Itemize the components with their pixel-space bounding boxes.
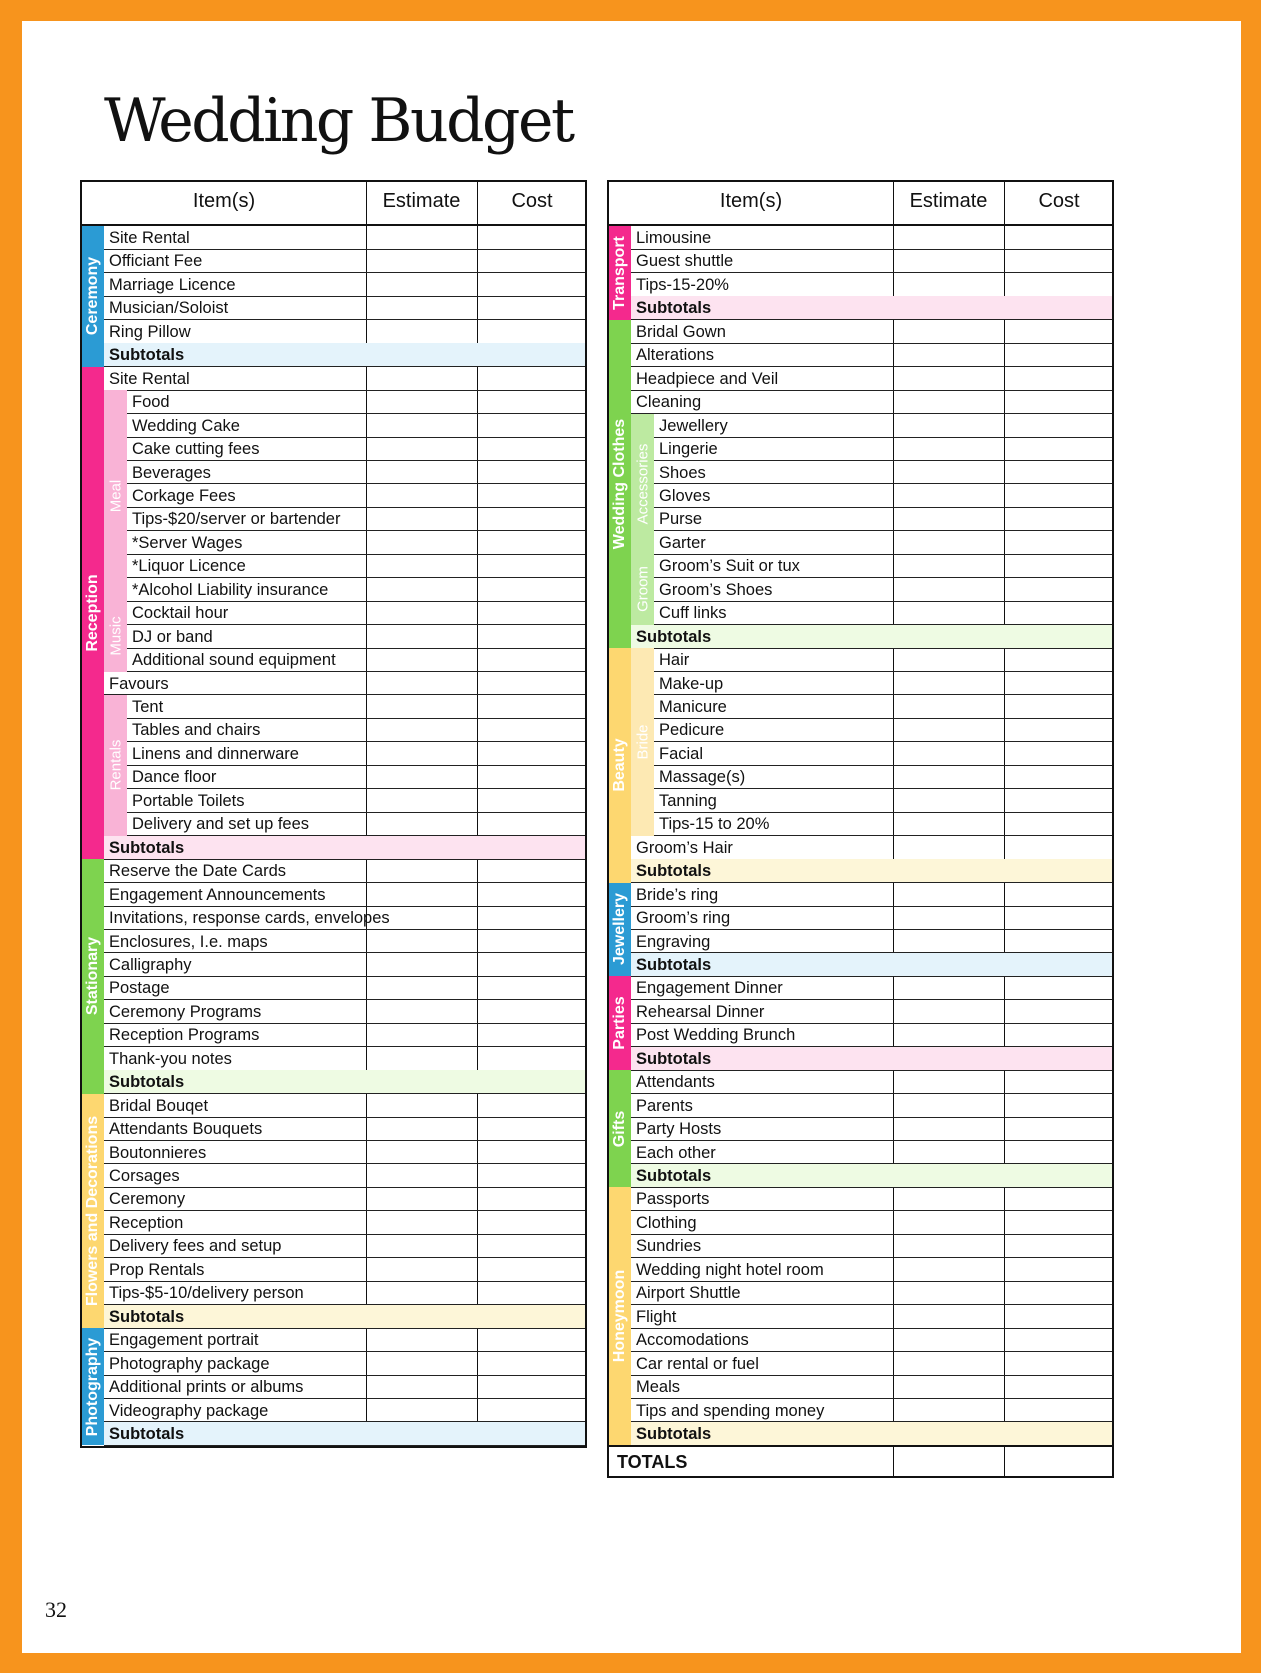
item-label: Car rental or fuel [636, 1354, 759, 1373]
table-row [104, 249, 585, 273]
table-header [609, 182, 1112, 226]
item-label: Hair [659, 651, 690, 670]
section-band-parties [609, 976, 631, 1070]
page-title: Wedding Budget [104, 86, 573, 156]
subgroup-band-rentals [104, 695, 127, 836]
table-row [104, 367, 585, 391]
item-label: Favours [109, 674, 169, 693]
page-number: 32 [45, 1597, 67, 1622]
table-row [104, 672, 585, 696]
table-row [104, 930, 585, 954]
subgroup-label: Groom [634, 566, 651, 613]
item-label: Meals [636, 1378, 681, 1397]
item-label: Ceremony Programs [109, 1002, 262, 1021]
item-label: Wedding night hotel room [636, 1260, 824, 1279]
subtotal-label: Subtotals [636, 299, 712, 318]
table-row [631, 1281, 1112, 1305]
section-band-honeymoon [609, 1187, 631, 1445]
totals-row [609, 1445, 1112, 1477]
table-row [631, 695, 1112, 719]
item-label: Party Hosts [636, 1120, 722, 1139]
table-row [104, 953, 585, 977]
item-label: Bridal Gown [636, 322, 726, 341]
table-row [631, 836, 1112, 860]
item-label: Reception Programs [109, 1026, 260, 1045]
table-row [631, 484, 1112, 508]
table-row [631, 976, 1112, 1000]
subgroup-band-bride [631, 648, 654, 836]
subgroup-band-music [104, 601, 127, 671]
item-label: Parents [636, 1096, 693, 1115]
item-label: Accomodations [636, 1331, 749, 1350]
item-label: Guest shuttle [636, 252, 734, 271]
table-row [631, 1141, 1112, 1165]
item-label: Limousine [636, 229, 712, 247]
section-label: Wedding Clothes [611, 418, 628, 550]
section-label: Transport [611, 235, 628, 310]
section-label: Stationary [84, 937, 101, 1016]
subtotal-row [631, 1422, 1112, 1446]
item-label: Linens and dinnerware [132, 744, 299, 763]
subtotal-row [104, 1070, 585, 1094]
page [22, 21, 1241, 1653]
table-row [631, 531, 1112, 555]
table-row [631, 1328, 1112, 1352]
table-row [104, 625, 585, 649]
table-row [104, 296, 585, 320]
section-band-ceremony [82, 226, 104, 367]
item-label: Site Rental [109, 369, 190, 388]
table-row [104, 906, 585, 930]
section-label: Honeymoon [611, 1270, 628, 1363]
table-row [104, 1234, 585, 1258]
item-label: Reception [109, 1213, 184, 1232]
table-row [104, 578, 585, 602]
subgroup-label: Rentals [107, 739, 124, 791]
item-label: *Alcohol Liability insurance [132, 580, 329, 599]
section-label: Gifts [611, 1110, 628, 1148]
table-row [631, 1352, 1112, 1376]
subgroup-band-meal [104, 390, 127, 601]
header-cost: Cost [511, 190, 553, 212]
item-label: Attendants Bouquets [109, 1120, 263, 1139]
item-label: Delivery and set up fees [132, 815, 310, 834]
item-label: Cake cutting fees [132, 440, 260, 459]
table-row [104, 507, 585, 531]
table-row [631, 461, 1112, 485]
table-row [631, 320, 1112, 344]
subtotal-label: Subtotals [109, 346, 185, 365]
header-estimate: Estimate [909, 190, 988, 212]
table-row [631, 648, 1112, 672]
item-label: Musician/Soloist [109, 299, 229, 318]
item-label: Rehearsal Dinner [636, 1002, 765, 1021]
item-label: DJ or band [132, 627, 213, 646]
item-label: Attendants [636, 1073, 715, 1092]
table-row [104, 718, 585, 742]
subtotal-row [631, 296, 1112, 320]
item-label: Engagement portrait [109, 1331, 259, 1350]
item-label: *Liquor Licence [132, 557, 246, 576]
section-label: Flowers and Decorations [84, 1115, 101, 1307]
item-label: Boutonnieres [109, 1143, 207, 1162]
item-label: Wedding Cake [132, 416, 240, 435]
item-label: *Server Wages [132, 533, 243, 552]
subtotal-label: Subtotals [109, 1307, 185, 1326]
table-row [104, 1399, 585, 1423]
header-cost: Cost [1038, 190, 1080, 212]
table-row [104, 531, 585, 555]
table-row [104, 1352, 585, 1376]
item-label: Invitations, response cards, envelopes [109, 909, 390, 928]
table-row [631, 367, 1112, 391]
subgroup-band-groom [631, 554, 654, 624]
subtotal-label: Subtotals [636, 627, 712, 646]
subgroup-label: Bride [634, 724, 651, 760]
item-label: Garter [659, 533, 706, 552]
item-label: Tips-$20/server or bartender [132, 510, 341, 529]
item-label: Engagement Announcements [109, 885, 326, 904]
section-band-wedding-clothes [609, 320, 631, 648]
item-label: Bride’s ring [636, 885, 719, 904]
subtotal-row [631, 625, 1112, 649]
item-label: Corsages [109, 1167, 180, 1185]
table-row [104, 1000, 585, 1024]
table-row [631, 906, 1112, 930]
table-row [631, 273, 1112, 297]
subtotal-label: Subtotals [109, 1424, 185, 1443]
table-row [631, 1234, 1112, 1258]
table-row [104, 1141, 585, 1165]
section-band-flowers-and-decorations [82, 1094, 104, 1329]
item-label: Shoes [659, 463, 706, 482]
item-label: Tanning [659, 791, 717, 810]
header-items: Item(s) [719, 190, 783, 212]
subtotal-row [104, 1422, 585, 1446]
item-label: Tips-$5-10/delivery person [109, 1284, 304, 1303]
item-label: Bridal Bouqet [109, 1096, 209, 1115]
subtotal-label: Subtotals [636, 955, 712, 974]
table-row [631, 1305, 1112, 1329]
item-label: Jewellery [659, 416, 728, 435]
item-label: Purse [659, 510, 703, 529]
item-label: Post Wedding Brunch [636, 1026, 796, 1045]
section-band-jewellery [609, 883, 631, 977]
table-row [104, 695, 585, 719]
table-row [631, 249, 1112, 273]
item-label: Massage(s) [659, 768, 746, 787]
item-label: Engagement Dinner [636, 979, 783, 998]
table-row [104, 1375, 585, 1399]
table-row [631, 390, 1112, 414]
subgroup-band-accessories [631, 414, 654, 555]
table-row [631, 930, 1112, 954]
item-label: Site Rental [109, 229, 190, 247]
table-row [104, 1328, 585, 1352]
table-row [104, 1187, 585, 1211]
table-row [631, 672, 1112, 696]
item-label: Groom’s Shoes [659, 580, 773, 599]
totals-label: TOTALS [617, 1452, 688, 1473]
table-row [631, 742, 1112, 766]
section-label: Jewellery [611, 893, 628, 966]
budget-table-left [80, 180, 587, 1448]
section-band-reception [82, 367, 104, 859]
item-label: Corkage Fees [132, 486, 236, 505]
subtotal-row [631, 1047, 1112, 1071]
table-row [104, 648, 585, 672]
item-label: Postage [109, 979, 170, 998]
item-label: Engraving [636, 932, 711, 951]
subtotal-row [104, 1305, 585, 1329]
table-row [104, 390, 585, 414]
section-band-photography [82, 1328, 104, 1445]
item-label: Thank-you notes [109, 1049, 232, 1068]
item-label: Cleaning [636, 393, 702, 412]
item-label: Reserve the Date Cards [109, 862, 286, 881]
table-row [104, 1117, 585, 1141]
subtotal-row [631, 953, 1112, 977]
subtotal-label: Subtotals [636, 1167, 712, 1185]
table-row [631, 578, 1112, 602]
item-label: Additional sound equipment [132, 651, 336, 670]
item-label: Marriage Licence [109, 275, 236, 294]
item-label: Cuff links [659, 604, 727, 623]
section-band-stationary [82, 859, 104, 1094]
table-row [631, 1399, 1112, 1423]
subgroup-label: Meal [107, 479, 124, 512]
table-row [631, 883, 1112, 907]
table-row [631, 718, 1112, 742]
table-row [104, 859, 585, 883]
item-label: Videography package [109, 1401, 269, 1420]
table-row [104, 1211, 585, 1235]
subtotal-row [631, 859, 1112, 883]
table-row [104, 601, 585, 625]
table-row [104, 976, 585, 1000]
table-row [104, 461, 585, 485]
subgroup-label: Music [107, 616, 124, 656]
table-row [631, 507, 1112, 531]
subgroup-label: Accessories [634, 443, 651, 525]
table-row [104, 1023, 585, 1047]
item-label: Tent [132, 698, 164, 716]
item-label: Groom’s Suit or tux [659, 557, 800, 576]
table-header [82, 182, 585, 226]
table-row [631, 554, 1112, 578]
item-label: Portable Toilets [132, 791, 245, 810]
section-label: Ceremony [84, 257, 101, 336]
table-row [631, 789, 1112, 813]
item-label: Tables and chairs [132, 721, 261, 740]
item-label: Pedicure [659, 721, 725, 740]
item-label: Tips-15 to 20% [659, 815, 770, 834]
table-row [104, 484, 585, 508]
table-row [631, 226, 1112, 250]
item-label: Tips and spending money [636, 1401, 825, 1420]
item-label: Headpiece and Veil [636, 369, 779, 388]
item-label: Passports [636, 1190, 710, 1209]
table-row [104, 1258, 585, 1282]
item-label: Ring Pillow [109, 322, 191, 341]
table-row [104, 1094, 585, 1118]
section-band-beauty [609, 648, 631, 883]
item-label: Lingerie [659, 440, 718, 459]
table-row [631, 414, 1112, 438]
subtotal-row [104, 836, 585, 860]
table-row [631, 601, 1112, 625]
table-row [631, 343, 1112, 367]
header-items: Item(s) [192, 190, 256, 212]
item-label: Flight [636, 1307, 677, 1326]
item-label: Additional prints or albums [109, 1378, 304, 1397]
item-label: Sundries [636, 1237, 702, 1256]
item-label: Food [132, 393, 170, 412]
item-label: Each other [636, 1143, 716, 1162]
table-row [104, 765, 585, 789]
table-row [104, 226, 585, 250]
table-row [104, 554, 585, 578]
table-row [631, 1070, 1112, 1094]
item-label: Manicure [659, 698, 727, 716]
item-label: Make-up [659, 674, 724, 693]
table-row [104, 320, 585, 344]
subtotal-row [104, 343, 585, 367]
table-row [631, 437, 1112, 461]
item-label: Enclosures, I.e. maps [109, 932, 268, 951]
budget-table-right [607, 180, 1114, 1478]
table-row [104, 1047, 585, 1071]
subtotal-row [631, 1164, 1112, 1188]
table-row [104, 789, 585, 813]
table-row [104, 414, 585, 438]
section-band-transport [609, 226, 631, 320]
table-row [104, 437, 585, 461]
item-label: Gloves [659, 486, 711, 505]
item-label: Facial [659, 744, 704, 763]
section-label: Beauty [611, 738, 628, 793]
section-label: Parties [611, 996, 628, 1050]
subtotal-label: Subtotals [636, 1424, 712, 1443]
subtotal-label: Subtotals [636, 1049, 712, 1068]
table-row [104, 742, 585, 766]
table-row [104, 1281, 585, 1305]
item-label: Beverages [132, 463, 211, 482]
section-label: Reception [84, 574, 101, 652]
table-row [631, 1000, 1112, 1024]
item-label: Cocktail hour [132, 604, 229, 623]
table-row [631, 1375, 1112, 1399]
table-row [631, 1117, 1112, 1141]
subtotal-label: Subtotals [636, 862, 712, 881]
table-row [631, 1094, 1112, 1118]
header-estimate: Estimate [382, 190, 461, 212]
item-label: Alterations [636, 346, 714, 365]
item-label: Clothing [636, 1213, 697, 1232]
item-label: Ceremony [109, 1190, 186, 1209]
item-label: Dance floor [132, 768, 217, 787]
item-label: Groom’s Hair [636, 838, 733, 857]
table-row [104, 273, 585, 297]
table-row [631, 812, 1112, 836]
table-row [104, 883, 585, 907]
table-row [631, 1211, 1112, 1235]
subtotal-label: Subtotals [109, 1073, 185, 1092]
table-row [631, 1187, 1112, 1211]
table-row [631, 1023, 1112, 1047]
item-label: Airport Shuttle [636, 1284, 741, 1303]
subtotal-label: Subtotals [109, 838, 185, 857]
section-label: Photography [84, 1337, 101, 1437]
item-label: Photography package [109, 1354, 270, 1373]
table-row [631, 1258, 1112, 1282]
section-band-gifts [609, 1070, 631, 1187]
item-label: Tips-15-20% [636, 275, 729, 294]
table-row [631, 765, 1112, 789]
item-label: Delivery fees and setup [109, 1237, 282, 1256]
table-row [104, 1164, 585, 1188]
table-row [104, 812, 585, 836]
item-label: Groom’s ring [636, 909, 731, 928]
item-label: Officiant Fee [109, 252, 203, 271]
item-label: Calligraphy [109, 955, 192, 974]
item-label: Prop Rentals [109, 1260, 205, 1279]
